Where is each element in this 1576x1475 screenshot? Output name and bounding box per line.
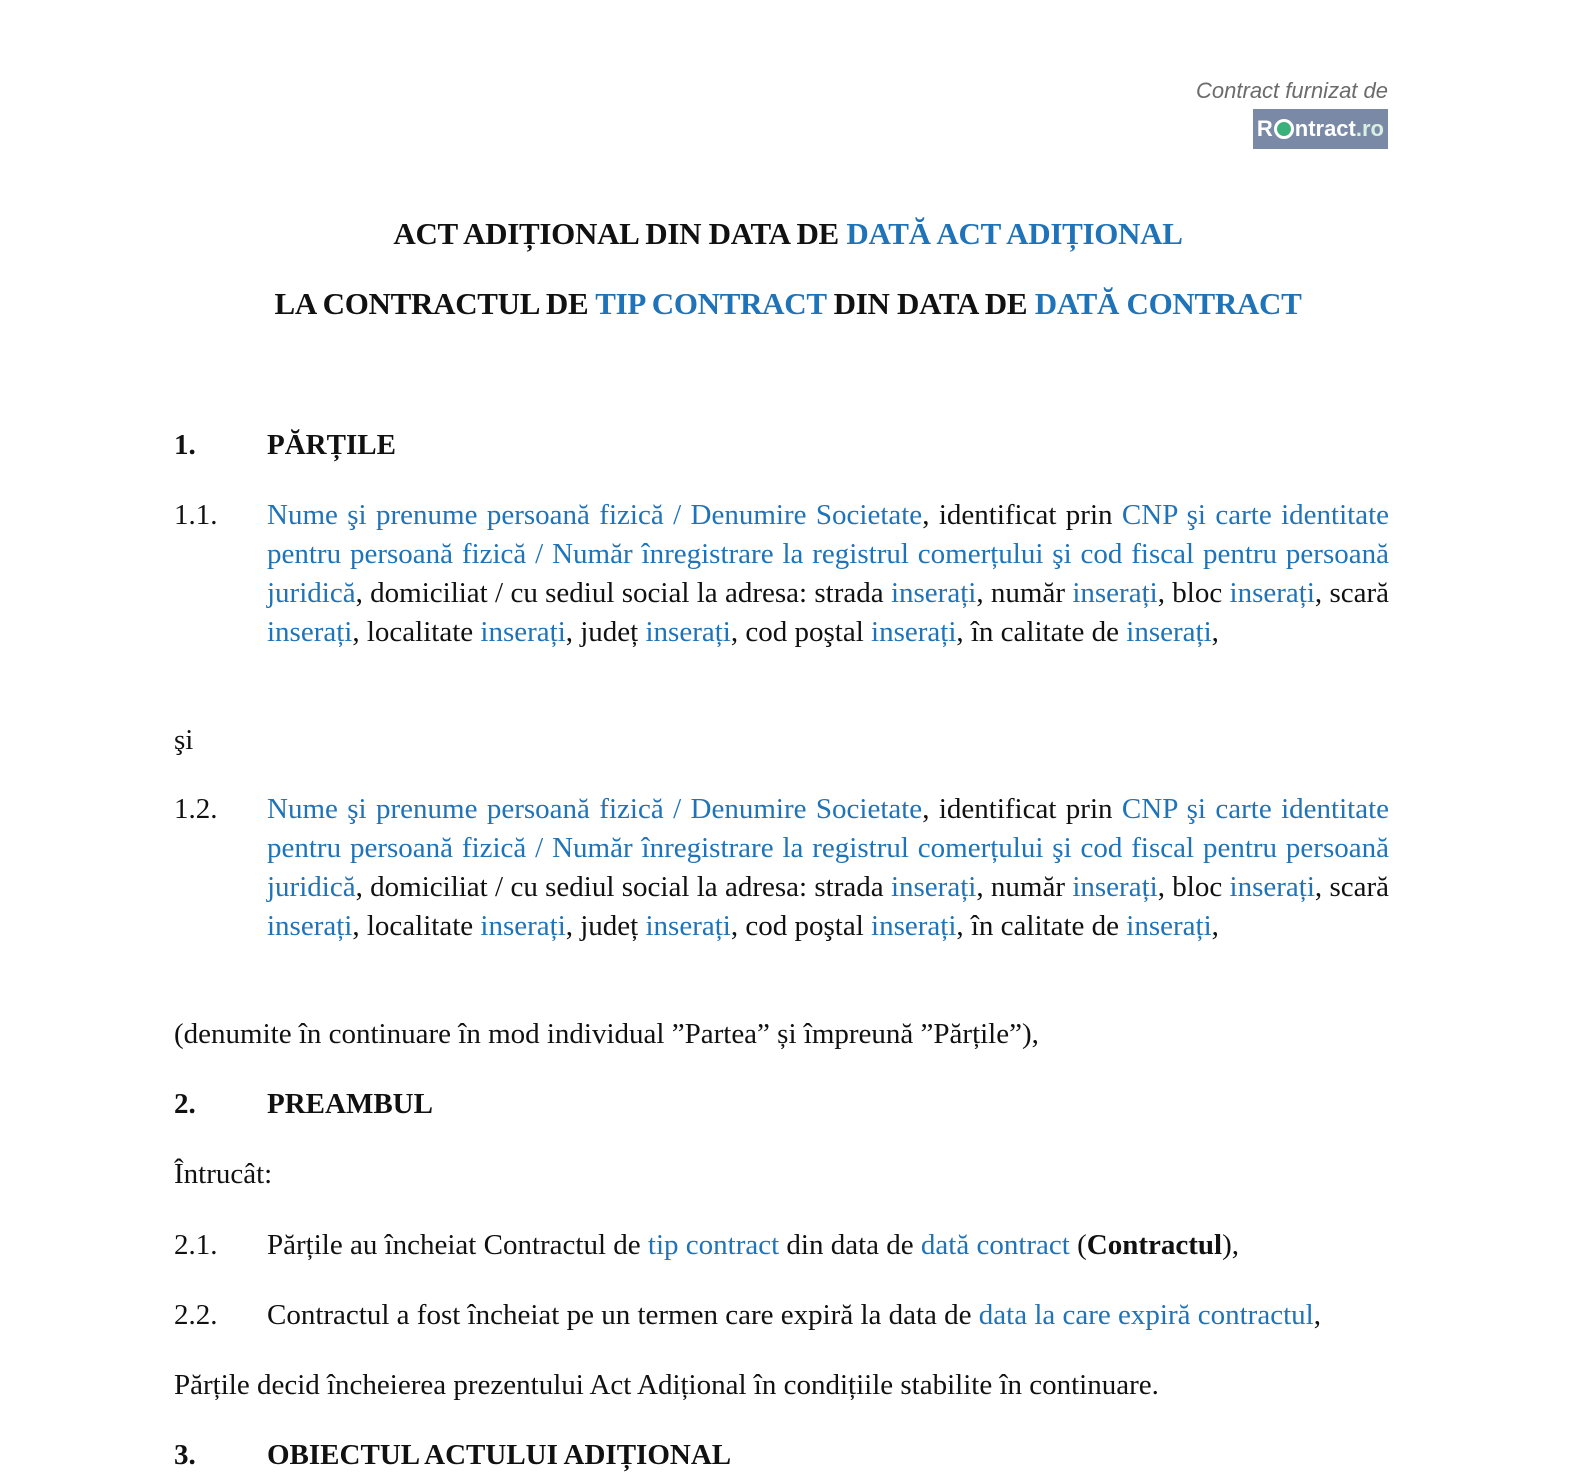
clause-text: ( [1077,1229,1087,1261]
clause-text: , localitate [352,910,474,942]
clause-text: din data de [786,1229,914,1261]
provider-badge [1196,76,1388,149]
insert-field: inserați [871,910,957,942]
section-heading: PREAMBUL [267,1088,433,1120]
clause-text: , scară [1314,871,1390,903]
intrucat-text: Întrucât: [174,1158,273,1190]
insert-field: inserați [1126,910,1212,942]
title-date-field: DATĂ ACT ADIȚIONAL [846,216,1183,251]
clause-number: 1.1. [174,499,218,531]
clause-text: Părțile au încheiat Contractul de [267,1229,641,1261]
party-id-field: CNP şi carte identitate pentru persoană fizică / Număr înregistrare la registrul comerțului şi cod fiscal pentru persoană juridică [267,793,1389,903]
provider-label: Contract furnizat de [1196,78,1388,103]
insert-field: inserați [890,871,977,903]
insert-field: inserați [1229,577,1315,609]
party-name-field: Nume şi prenume persoană fizică / Denumire Societate [267,499,923,531]
title-text: ACT ADIȚIONAL DIN DATA DE [393,216,839,251]
clause-text: , cod poştal [730,910,864,942]
title-contract-date-field: DATĂ CONTRACT [1034,286,1302,321]
conjunction-text: şi [174,724,194,756]
title-text: LA CONTRACTUL DE [274,286,589,321]
clause-text: ), [1222,1229,1240,1261]
clause-number: 2.2. [174,1299,218,1331]
clause-text: , județ [565,910,639,942]
clause-text: , domiciliat / cu sediul social la adresa: strada [355,577,884,609]
insert-field: inserați [480,616,566,648]
title-text: DIN DATA DE [833,286,1028,321]
section-heading: PĂRȚILE [267,429,396,461]
insert-field: inserați [267,910,353,942]
clause-text: , bloc [1157,871,1223,903]
clause-text: , bloc [1157,577,1223,609]
insert-field: inserați [1072,577,1158,609]
logo-ntract: ntract [1294,116,1356,141]
insert-field: inserați [645,616,731,648]
insert-field: inserați [1229,871,1315,903]
insert-field: inserați [480,910,566,942]
section-heading: OBIECTUL ACTULUI ADIȚIONAL [267,1439,732,1471]
preamble-clause-2-1 [267,1226,1239,1265]
clause-text: Contractul a fost încheiat pe un termen care expiră la data de [267,1299,972,1331]
section-number: 2. [174,1088,196,1120]
decision-text: Părțile decid încheierea prezentului Act Adițional în condițiile stabilite în continuare. [174,1369,1159,1401]
insert-field: inserați [645,910,731,942]
party-name-field: Nume şi prenume persoană fizică / Denumire Societate [267,793,923,825]
clause-text: , în calitate de [956,616,1120,648]
clause-text: , [1313,1299,1321,1331]
clause-number: 2.1. [174,1229,218,1261]
clause-text: , [1211,616,1219,648]
party-id-field: CNP şi carte identitate pentru persoană fizică / Număr înregistrare la registrul comerțului şi cod fiscal pentru persoană juridică [267,499,1389,609]
clause-text: , domiciliat / cu sediul social la adresa: strada [355,871,884,903]
clause-text: , scară [1314,577,1390,609]
preamble-clause-2-2 [267,1296,1321,1335]
logo-ro: .ro [1355,116,1384,141]
clause-text: , număr [976,871,1065,903]
party-clause-1 [267,496,1389,652]
clause-text: , județ [565,616,639,648]
contract-defined-term: Contractul [1086,1229,1223,1261]
clause-text: , [1211,910,1219,942]
logo-circle-icon [1274,119,1294,139]
contract-date-field: dată contract [920,1229,1070,1261]
section-number: 1. [174,429,196,461]
rontract-logo[interactable] [1253,109,1388,149]
insert-field: inserați [890,577,977,609]
insert-field: inserați [1126,616,1212,648]
insert-field: inserați [1072,871,1158,903]
insert-field: inserați [267,616,353,648]
parties-definition-text: (denumite în continuare în mod individual ”Partea” și împreună ”Părțile”), [174,1018,1039,1050]
contract-type-field: tip contract [647,1229,780,1261]
clause-text: , localitate [352,616,474,648]
title-contract-type-field: TIP CONTRACT [595,286,827,321]
clause-text: , cod poştal [730,616,864,648]
clause-number: 1.2. [174,793,218,825]
section-number: 3. [174,1439,196,1471]
document-title-line2 [0,286,1576,322]
clause-text: , în calitate de [956,910,1120,942]
expiry-date-field: data la care expiră contractul [978,1299,1314,1331]
logo-r: R [1256,116,1273,141]
clause-text: , identificat prin [922,499,1113,531]
document-title-line1 [0,216,1576,252]
clause-text: , identificat prin [922,793,1113,825]
clause-text: , număr [976,577,1065,609]
party-clause-2 [267,790,1389,946]
insert-field: inserați [871,616,957,648]
